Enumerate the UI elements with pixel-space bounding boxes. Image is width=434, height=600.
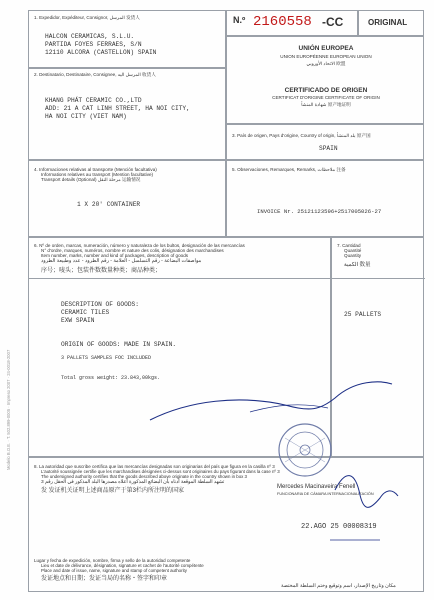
certification-label: 8. La autoridad que suscribe certifica que las mercancías designadas son originarias del país que figura en la casilla nº 3 — [34, 464, 275, 469]
union-arabic: الاتحاد الأوروبي 欧盟 — [306, 61, 346, 66]
footer-label-es: Lugar y fecha de expedición, nombre, firma y sello de la autoridad competente — [34, 558, 191, 563]
goods-desc-1: DESCRIPTION OF GOODS: — [61, 301, 139, 308]
box-country-origin — [226, 124, 424, 160]
footer-label-ar: مكان وتاريخ الإصدار، اسم وتوقيع وختم السلطة المختصة — [281, 583, 396, 589]
certification-label-en: The undersigned authority certifies that the goods described above originate in the country shown in box 3 — [41, 474, 247, 479]
cert-title: CERTIFICADO DE ORIGEN — [284, 87, 368, 94]
cert-subtitle: CERTIFICAT D'ORIGINE CERTIFICATE OF ORIGIN — [272, 95, 380, 100]
goods-label-en: Item number, marks, number and kind of packages, description of goods — [41, 253, 189, 258]
cert-number-suffix: -CC — [322, 15, 344, 29]
quantity-divider — [332, 278, 425, 279]
goods-desc-2: CERAMIC TILES — [61, 309, 110, 316]
box-consignor — [28, 10, 226, 68]
transport-value: 1 X 20' CONTAINER — [77, 201, 141, 208]
goods-desc-7: 3 PALLETS SAMPLES FOC INCLUDED — [61, 355, 152, 361]
box-certification — [28, 457, 424, 592]
original-box — [358, 10, 424, 36]
certification-label-fr: L'autorité soussignée certifie que les marchandises désignées ci-dessus sont originaires du pays figurant dans la case nº 3 — [41, 469, 280, 474]
consignor-line-3: 12110 ALCORA (CASTELLON) SPAIN — [45, 49, 157, 56]
goods-divider — [29, 278, 332, 279]
footer-label-fr: Lieu et date de délivrance, désignation, signature et cachet de l'autorité compétente — [41, 563, 204, 568]
goods-desc-3: EXW SPAIN — [61, 317, 95, 324]
goods-desc-5: ORIGIN OF GOODS: MADE IN SPAIN. — [61, 341, 177, 348]
side-print-text: Modelo B.O.E. · T. 502.899-0005 · Impreso 2007 · 24-0018-2007 — [6, 349, 11, 470]
certificate-number-box — [226, 10, 358, 36]
consignor-label: 1. Expedidor, Expéditeur, Consignor, المرسل 发货人 — [34, 15, 140, 20]
footer-label-en: Place and date of issue, name, signature and stamp of competent authority — [41, 568, 187, 573]
consignor-line-2: PARTIDA FOYES FERRAES, S/N — [45, 41, 142, 48]
country-origin-label: 3. País de origen, Pays d'origine, Country of origin, بلد المنشأ 原产国 — [232, 133, 371, 138]
goods-label-cn: 序号；唛头；包装件数数量种类；商品种类； — [41, 268, 162, 274]
quantity-label: 7. Cantidad — [337, 243, 361, 248]
original-label: ORIGINAL — [368, 18, 408, 27]
remarks-label: 5. Observaciones, Remarques, Remarks, ملاحظات 注备 — [232, 167, 346, 172]
goods-label-ar: مواصفات البضاعة - رقم التسلسل - العلامة - رقم الطرود - عدد وطبيعة الطرود — [41, 258, 202, 264]
footer-label-cn: 发证地点和日期；发证当局的名称・签字和印章 — [41, 576, 168, 582]
consignee-label: 2. Destinatario, Destinataire, Consignee, المرسل اليه 收货人 — [34, 72, 156, 77]
cert-number: 2160558 — [253, 14, 312, 30]
consignee-line-2: ADD: 21 A CAT LINH STREET, HA NOI CITY, — [45, 105, 190, 112]
goods-desc-10: Total gross weight: 23.843,00kgs. — [61, 375, 161, 381]
country-origin-value: SPAIN — [319, 145, 338, 152]
cert-arabic: شهادة المنشأ 原产地证明 — [301, 102, 351, 107]
consignee-line-1: KHANG PHÁT CERAMIC CO.,LTD — [45, 97, 142, 104]
certification-label-cn: 发 发证机关证明上述商品原产于第3栏内所注明的国家 — [41, 488, 185, 494]
goods-label-fr: N° d'ordre, marques, numéros, nombre et nature des colis, désignation des marchandises — [41, 248, 224, 253]
cert-number-prefix: N.º — [233, 15, 246, 25]
quantity-label-en: Quantity — [344, 253, 362, 258]
goods-label: 6. Nº de orden, marcas, numeración, número y naturaleza de los bultos, designación de las mercancías — [34, 243, 245, 248]
quantity-value: 25 PALLETS — [344, 311, 382, 318]
box-consignee — [28, 68, 226, 160]
box-remarks — [226, 160, 424, 237]
union-title: UNIÓN EUROPEA — [298, 45, 354, 52]
issue-date-number: 22.AGO 25 00008319 — [301, 523, 377, 531]
box-goods — [28, 237, 331, 457]
consignor-line-1: HALCON CERAMICAS, S.L.U. — [45, 33, 135, 40]
certification-label-ar: تشهد السلطة الموقعة أدناه بأن البضائع المذكورة أعلاه مصدرها البلد المذكور في الحقل رقم 3 — [41, 480, 225, 485]
box-transport — [28, 160, 226, 237]
transport-label-en: Transport details (Optional) مرحلة النقل 运输情况 — [41, 177, 141, 182]
title-box — [226, 36, 424, 124]
signer-name: Mercedes Macinaveira Fenell — [277, 484, 356, 490]
consignee-line-3: HA NOI CITY (VIET NAM) — [45, 113, 127, 120]
transport-label: 4. Informaciones relativas al transporte (Mención facultativa) — [34, 167, 157, 172]
signer-title: FUNCIONARIA DE CÁMARA INTERNACIONALIZACIÓN — [277, 492, 374, 496]
quantity-label-ar: الكمية 数量 — [344, 262, 371, 268]
remarks-value: INVOICE Nr. 25121123596+2517005026-27 — [257, 208, 382, 215]
union-subtitle: UNION EUROPÉENNE EUROPEAN UNION — [280, 54, 372, 59]
box-quantity — [331, 237, 424, 457]
quantity-label-fr: Quantité — [344, 248, 362, 253]
transport-label-fr: Informations relatives au transport (Mention facultative) — [41, 172, 154, 177]
